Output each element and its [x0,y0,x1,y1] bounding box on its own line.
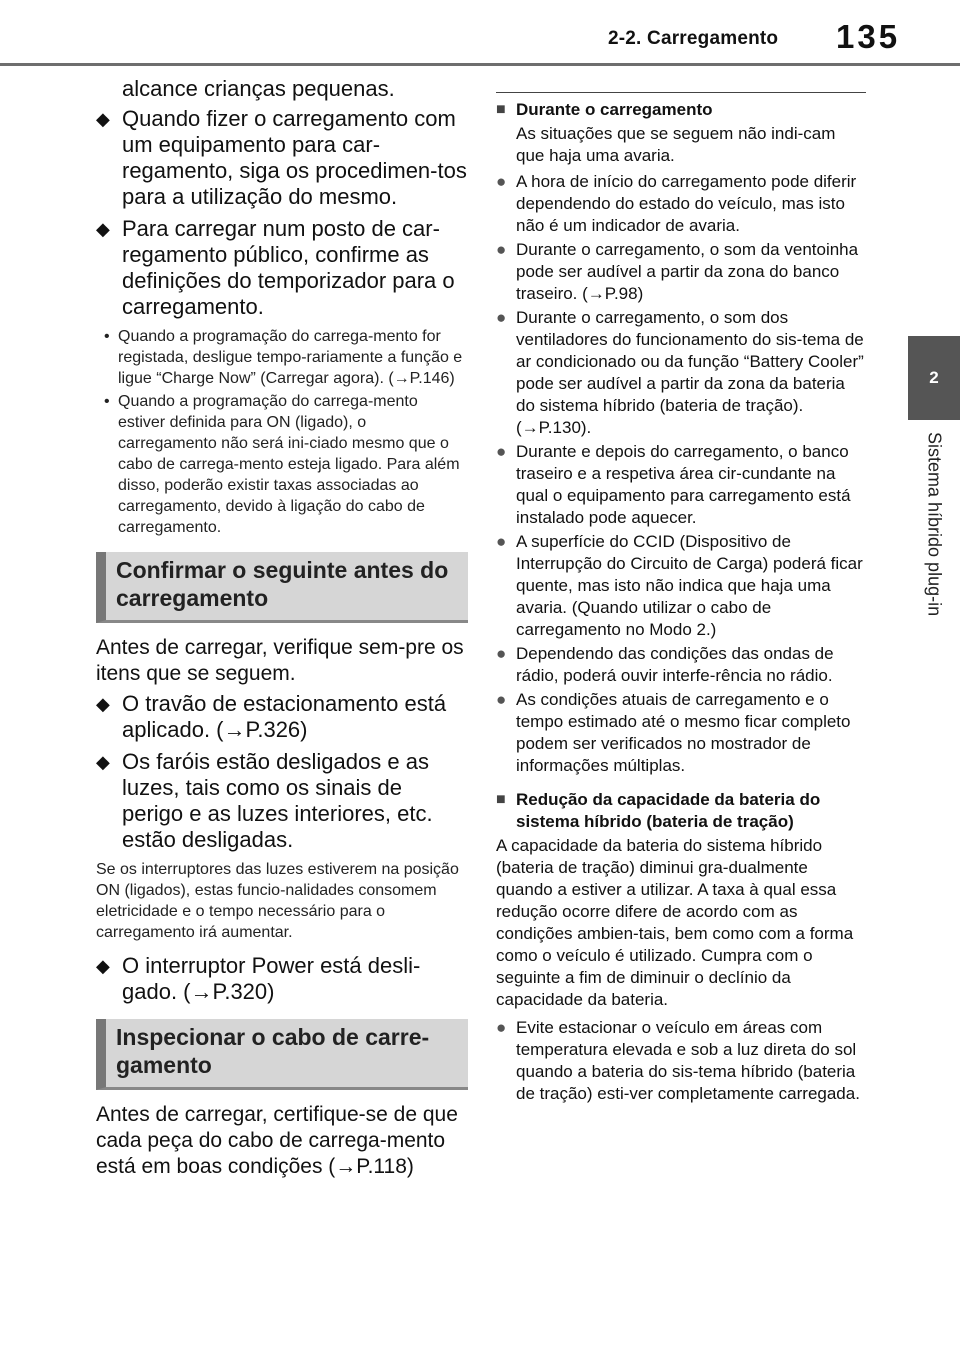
square-bullet-icon: ■ [496,791,506,808]
intro-paragraph: Antes de carregar, verifique sem-pre os itens que se seguem. [96,636,464,685]
chapter-side-label [908,432,960,662]
list-item: ● Durante o carregamento, o som da ventoinha pode ser audível a partir da zona do banco traseiro. (→P.98) [496,240,859,303]
circle-bullet-icon: ● [496,644,507,663]
chapter-title: Sistema híbrido plug-in [924,432,945,617]
note-paragraph: Se os interruptores das luzes estiverem na posição ON (ligados), estas funcio-nalidades consomem eletricidade e o tempo necessário para o carregamento irá aumentar. [96,861,459,941]
right-divider [496,92,866,93]
note-item: • Quando a programação do carrega-mento for registada, desligue tempo-rariamente a função e ligue “Charge Now” (Carregar agora). (→P.146) [104,328,463,387]
chapter-number: 2 [929,368,939,387]
list-item: ◆ Para carregar num posto de car-regamento público, confirme as definições do temporizador para o carregamento. [96,216,455,319]
subsection-heading: ■ Redução da capacidade da bateria do sistema híbrido (bateria de tração) [496,790,821,831]
list-item: ● Durante e depois do carregamento, o banco traseiro e a respetiva área cir-cundante na qual o equipamento para carregamento está instalado pode aquecer. [496,442,851,527]
list-item: ◆ Os faróis estão desligados e as luzes, tais como os sinais de perigo e as luzes interiores, etc. estão desligadas. [96,749,433,852]
circle-bullet-icon: ● [496,1018,507,1037]
dot-bullet-icon: • [104,393,110,410]
circle-bullet-icon: ● [496,308,507,327]
diamond-bullet-icon: ◆ [96,109,110,129]
list-item: ◆ O travão de estacionamento está aplicado. (→P.326) [96,691,447,742]
list-item: ● A superfície do CCID (Dispositivo de Interrupção do Circuito de Carga) poderá ficar quente, mas isto não indica que haja uma avaria. (Quando utilizar o cabo de carregamento no Modo 2.) [496,532,863,639]
circle-bullet-icon: ● [496,442,507,461]
list-item: ● Dependendo das condições das ondas de rádio, poderá ouvir interfe-rência no rádio. [496,644,834,685]
right-column [496,92,866,1107]
page-number: 135 [836,18,901,55]
subsection-body: A capacidade da bateria do sistema híbrido (bateria de tração) diminui gra-dualmente quando a estiver a utilizar. A taxa à qual essa redução ocorre difere de acordo com as condições ambien-tais, bem como com a forma como o veículo é utilizado. Cumpra com o seguinte a fim de diminuir o declínio da capacidade da bateria. [496,836,854,1009]
circle-bullet-icon: ● [496,690,507,709]
list-item: ◆ O interruptor Power está desli-gado. (→P.320) [96,953,421,1004]
subsection-heading: ■ Durante o carregamento [496,100,713,119]
list-item: ● Evite estacionar o veículo em áreas com temperatura elevada e sob a luz direta do sol quando a bateria do sis-tema híbrido (bateria de tração) esti-ver completamente carregada. [496,1018,860,1103]
section-title: 2-2. Carregamento [608,28,779,49]
circle-bullet-icon: ● [496,172,507,191]
section-heading-confirm: Confirmar o seguinte antes do carregamento [96,552,468,623]
list-item: ◆ Quando fizer o carregamento com um equipamento para car-regamento, siga os procedimen-tos para a utilização do mesmo. [96,106,467,209]
diamond-bullet-icon: ◆ [96,956,110,976]
note-item: • Quando a programação do carrega-mento estiver definida para ON (ligado), o carregamento não será ini-ciado mesmo que o cabo de carrega-mento esteja ligado. Para além disso, poderão existir taxas associadas ao carregamento, devido à ligação do cabo de carregamento. [104,393,460,536]
list-item: ● A hora de início do carregamento pode diferir dependendo do estado do veículo, mas isto não é um indicador de avaria. [496,172,857,235]
diamond-bullet-icon: ◆ [96,694,110,714]
intro-paragraph: Antes de carregar, certifique-se de que cada peça do cabo de carrega-mento está em boas condições (→P.118) [96,1103,458,1178]
continued-text: alcance crianças pequenas. [122,76,395,101]
section-heading-inspect: Inspecionar o cabo de carre-gamento [96,1019,468,1090]
list-item: ● As condições atuais de carregamento e o tempo estimado até o mesmo ficar completo podem ser verificados no mostrador de informações múltiplas. [496,690,851,775]
dot-bullet-icon: • [104,328,110,345]
subsection-intro: As situações que se seguem não indi-cam que haja uma avaria. [516,124,836,165]
square-bullet-icon: ■ [496,101,506,118]
circle-bullet-icon: ● [496,532,507,551]
header-divider [0,63,960,66]
chapter-tab[interactable] [908,336,960,420]
page-header [0,0,960,66]
circle-bullet-icon: ● [496,240,507,259]
diamond-bullet-icon: ◆ [96,219,110,239]
list-item: ● Durante o carregamento, o som dos ventiladores do funcionamento do sis-tema de ar condicionado ou da função “Battery Cooler” pode ser audível a partir da zona da bateria do sistema híbrido (bateria de tração). (→P.130). [496,308,864,437]
diamond-bullet-icon: ◆ [96,752,110,772]
left-column [96,76,468,1184]
